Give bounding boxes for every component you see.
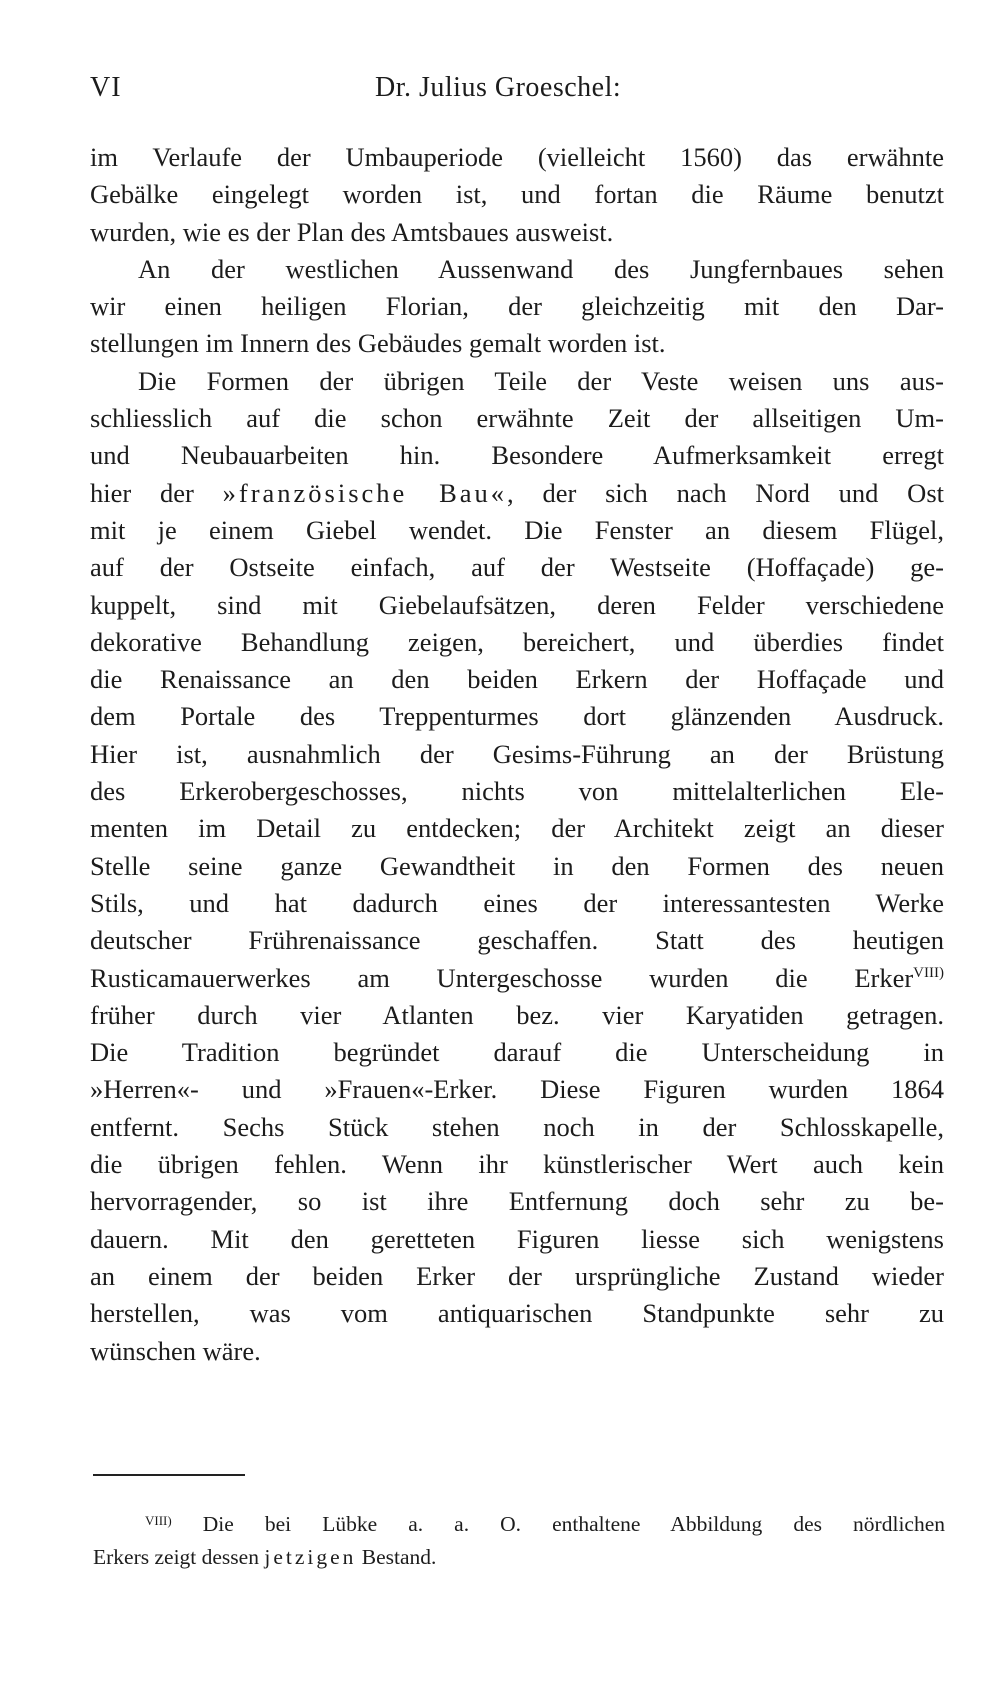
footnote xyxy=(93,1508,945,1574)
text-line: kuppelt, sind mit Giebelaufsätzen, deren Felder verschiedene xyxy=(90,589,944,620)
footnote-reference[interactable]: VIII) xyxy=(913,964,944,981)
text-line-erker-ref xyxy=(90,960,944,997)
text-line: früher durch vier Atlanten bez. vier Karyatiden getragen. xyxy=(90,999,944,1030)
text-line: deutscher Frührenaissance geschaffen. Statt des heutigen xyxy=(90,925,944,956)
text-line: Hier ist, ausnahmlich der Gesims-Führung an der Brüstung xyxy=(90,738,944,769)
spaced-emphasis: »französische Bau« xyxy=(222,477,508,508)
text-fragment: , der sich nach Nord und Ost xyxy=(507,477,944,508)
text-line: im Verlaufe der Umbauperiode (vielleicht 1560) das erwähnte xyxy=(90,142,944,172)
text-line: und Neubauarbeiten hin. Besondere Aufmerksamkeit erregt xyxy=(90,440,944,471)
text-line: wünschen wäre. xyxy=(90,1335,261,1366)
text-line: entfernt. Sechs Stück stehen noch in der Schlosskapelle, xyxy=(90,1111,944,1142)
text-line: dauern. Mit den geretteten Figuren liesse sich wenigstens xyxy=(90,1223,944,1254)
text-line: dekorative Behandlung zeigen, bereichert, und überdies findet xyxy=(90,626,944,657)
text-line: des Erkerobergeschosses, nichts von mittelalterlichen Ele- xyxy=(90,776,944,807)
text-line: stellungen im Innern des Gebäudes gemalt worden ist. xyxy=(90,328,666,359)
text-line: die übrigen fehlen. Wenn ihr künstlerischer Wert auch kein xyxy=(90,1149,944,1180)
paragraph-1 xyxy=(90,139,944,251)
text-line: schliesslich auf die schon erwähnte Zeit der allseitigen Um- xyxy=(90,403,944,434)
text-line: Die Tradition begründet darauf die Unterscheidung in xyxy=(90,1037,944,1068)
text-line: wurden, wie es der Plan des Amtsbaues ausweist. xyxy=(90,216,614,247)
spaced-emphasis: jetzigen xyxy=(264,1545,357,1569)
text-line: die Renaissance an den beiden Erkern der Hoffaçade und xyxy=(90,664,944,695)
text-line: Gebälke eingelegt worden ist, und fortan die Räume benutzt xyxy=(90,179,944,210)
text-line: mit je einem Giebel wendet. Die Fenster an diesem Flügel, xyxy=(90,514,944,545)
footnote-line xyxy=(93,1508,945,1541)
page-number: VI xyxy=(90,72,122,103)
text-line: »Herren«- und »Frauen«-Erker. Diese Figuren wurden 1864 xyxy=(90,1074,944,1105)
text-fragment: Bestand. xyxy=(356,1545,437,1569)
text-fragment: Rusticamauerwerkes am Untergeschosse wurden die Erker xyxy=(90,962,914,993)
text-line: dem Portale des Treppenturmes dort glänzenden Ausdruck. xyxy=(90,701,944,732)
footnote-marker: VIII) xyxy=(145,1513,172,1528)
footnote-text: Die bei Lübke a. a. O. enthaltene Abbildung des nördlichen xyxy=(202,1512,946,1536)
text-line: wir einen heiligen Florian, der gleichzeitig mit den Dar- xyxy=(90,291,944,322)
footnote-line xyxy=(93,1541,945,1574)
text-line-franzoesischer-bau xyxy=(90,475,944,512)
text-line: an einem der beiden Erker der ursprüngliche Zustand wieder xyxy=(90,1260,944,1291)
page-header xyxy=(90,72,944,112)
text-line: hervorragender, so ist ihre Entfernung doch sehr zu be- xyxy=(90,1186,944,1217)
text-line: auf der Ostseite einfach, auf der Westseite (Hoffaçade) ge- xyxy=(90,552,944,583)
text-line: herstellen, was vom antiquarischen Standpunkte sehr zu xyxy=(90,1298,944,1329)
body-text xyxy=(90,139,944,1370)
paragraph-2 xyxy=(90,251,944,363)
footnote-divider xyxy=(93,1474,245,1476)
text-line: An der westlichen Aussenwand des Jungfernbaues sehen xyxy=(138,253,944,284)
text-line: Stelle seine ganze Gewandtheit in den Formen des neuen xyxy=(90,850,944,881)
text-line: Stils, und hat dadurch eines der interessantesten Werke xyxy=(90,887,944,918)
text-fragment: Erkers zeigt dessen xyxy=(93,1545,265,1569)
paragraph-3 xyxy=(90,363,944,1370)
text-fragment: hier der xyxy=(90,477,223,508)
text-line: Die Formen der übrigen Teile der Veste weisen uns aus- xyxy=(138,365,944,396)
text-line: menten im Detail zu entdecken; der Architekt zeigt an dieser xyxy=(90,813,944,844)
running-title: Dr. Julius Groeschel: xyxy=(375,72,622,103)
